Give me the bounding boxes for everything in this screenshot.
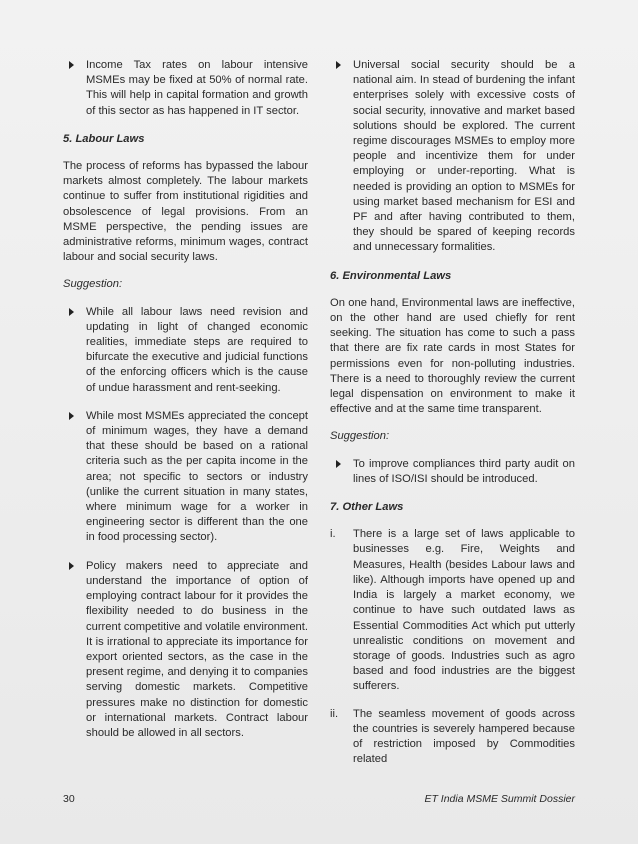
bullet-third-party-audit <box>330 457 575 487</box>
bullet-text: Universal social security should be a national aim. In stead of burdening the infant enterprises solely with excessive costs of social security, innovative and market based solutions should be explored. The current regime discourages MSMEs to employ more people and incentivize them for under employing or under-reporting. What is needed is providing an option to MSMEs for using market based mechanism for ESI and PF and after having contributed to them, they should be spared of keeping records and unnecessary formalities. <box>353 59 575 254</box>
page-number: 30 <box>63 793 75 805</box>
left-column <box>63 58 308 754</box>
triangle-bullet-icon <box>69 61 74 69</box>
list-item-text: There is a large set of laws applicable to businesses e.g. Fire, Weights and Measures, Health (besides Labour laws and like). Although imports have opened up and India is largely a market economy, we continue to have such outdated laws as Essential Commodities Act which put utterly unrealistic conditions on movement and storage of goods. Industries such as agro based and food industries are the biggest sufferers. <box>353 528 575 693</box>
publication-title: ET India MSME Summit Dossier <box>424 793 575 805</box>
right-column <box>330 58 575 779</box>
list-number: i. <box>330 528 336 541</box>
triangle-bullet-icon <box>336 460 341 468</box>
bullet-social-security <box>330 58 575 256</box>
section-heading-environmental-laws: 6. Environmental Laws <box>330 269 452 282</box>
list-number: ii. <box>330 707 339 720</box>
list-item-text: The seamless movement of goods across the countries is severely hampered because of restriction imposed by Commodities related <box>353 707 575 766</box>
suggestion-label: Suggestion: <box>63 278 123 291</box>
bullet-text: Policy makers need to appreciate and understand the importance of option of employing contract labour for it provides the flexibility needed to do business in the current competitive and volatile environment. It is irrational to appreciate its importance for export oriented sectors, as the case in the present regime, and denying it to companies serving domestic markets. Competitive pressures make no distinction for domestic or international markets. Contract labour should be allowed in all sectors. <box>86 559 308 739</box>
bullet-text: While most MSMEs appreciated the concept of minimum wages, they have a demand that these should be based on a rational criteria such as the per capita income in the area; not specific to sectors or industry (unlike the current situation in many states, where minimum wage for a worker in engineering sector is different than the one in food processing sector). <box>86 409 308 544</box>
section-heading-labour-laws: 5. Labour Laws <box>63 132 145 145</box>
bullet-labour-revision <box>63 305 308 396</box>
triangle-bullet-icon <box>336 61 341 69</box>
bullet-contract-labour <box>63 559 308 741</box>
bullet-income-tax <box>63 58 308 119</box>
labour-laws-paragraph: The process of reforms has bypassed the labour markets almost completely. The labour markets continue to suffer from institutional rigidities and obsolescence of legal provisions. From an MSME perspective, the pending issues are administrative reforms, minimum wages, contract labour and social security laws. <box>63 160 308 264</box>
triangle-bullet-icon <box>69 412 74 420</box>
bullet-text: To improve compliances third party audit on lines of ISO/ISI should be introduced. <box>353 457 575 485</box>
triangle-bullet-icon <box>69 308 74 316</box>
list-item-i <box>330 527 575 694</box>
bullet-minimum-wages <box>63 409 308 546</box>
environmental-laws-paragraph: On one hand, Environmental laws are ineffective, on the other hand are used chiefly for rent seeking. The situation has come to such a pass that there are fix rate cards in most States for permissions even for non-polluting industries. There is a need to thoroughly review the current legal dispensation on environment to make it effective and at the same time transparent. <box>330 296 575 416</box>
bullet-text: While all labour laws need revision and updating in light of changed economic realities, immediate steps are required to bifurcate the executive and judicial functions of the enforcing officers which is the cause of undue harassment and rent-seeking. <box>86 305 308 394</box>
triangle-bullet-icon <box>69 562 74 570</box>
list-item-ii <box>330 707 575 768</box>
suggestion-label: Suggestion: <box>330 430 390 443</box>
section-heading-other-laws: 7. Other Laws <box>330 501 404 514</box>
bullet-text: Income Tax rates on labour intensive MSMEs may be fixed at 50% of normal rate. This will help in capital formation and growth of this sector as has happened in IT sector. <box>86 59 308 117</box>
